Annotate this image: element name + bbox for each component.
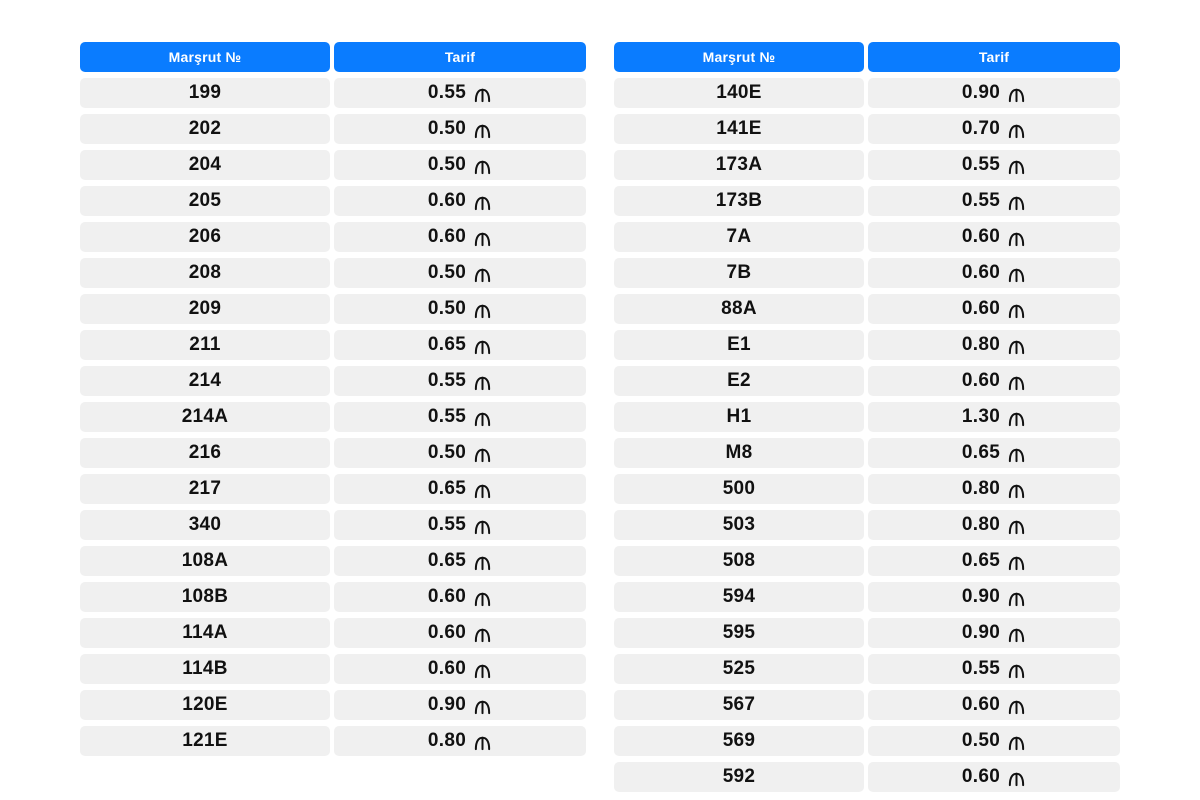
fare-amount: 0.50 <box>427 118 467 139</box>
fare-cell <box>334 294 586 324</box>
route-number-cell: 214A <box>80 402 330 432</box>
fare-value-group <box>428 226 492 248</box>
fare-value-group <box>962 514 1026 536</box>
manat-icon <box>1007 193 1026 212</box>
fare-value-group <box>428 514 492 536</box>
manat-icon <box>1007 265 1026 284</box>
table-header-row <box>614 42 1120 72</box>
fare-amount: 0.90 <box>961 622 1001 643</box>
manat-icon <box>1007 157 1026 176</box>
manat-icon <box>473 193 492 212</box>
table-row <box>80 726 586 756</box>
table-row <box>614 330 1120 360</box>
table-row <box>80 546 586 576</box>
table-row <box>614 510 1120 540</box>
table-row <box>80 618 586 648</box>
manat-icon <box>473 553 492 572</box>
route-number-cell: 108B <box>80 582 330 612</box>
manat-icon <box>1007 769 1026 788</box>
fare-amount: 0.60 <box>427 658 467 679</box>
table-row <box>80 258 586 288</box>
fare-amount: 0.60 <box>961 226 1001 247</box>
fare-cell <box>868 654 1120 684</box>
table-row <box>614 618 1120 648</box>
fare-value-group <box>962 442 1026 464</box>
fare-amount: 0.55 <box>961 154 1001 175</box>
fare-value-group <box>428 334 492 356</box>
route-number-cell: 216 <box>80 438 330 468</box>
fare-cell <box>868 186 1120 216</box>
manat-icon <box>473 229 492 248</box>
fare-cell <box>868 438 1120 468</box>
fare-cell <box>334 474 586 504</box>
fare-cell <box>868 546 1120 576</box>
column-header-route: Marşrut № <box>80 42 330 72</box>
fare-amount: 0.60 <box>961 694 1001 715</box>
left-table <box>80 42 586 792</box>
fare-cell <box>868 582 1120 612</box>
table-row <box>80 474 586 504</box>
manat-icon <box>473 445 492 464</box>
fare-amount: 0.60 <box>961 262 1001 283</box>
fare-amount: 0.50 <box>961 730 1001 751</box>
fare-cell <box>334 222 586 252</box>
fare-amount: 0.50 <box>427 154 467 175</box>
route-number-cell: 114A <box>80 618 330 648</box>
table-row <box>614 438 1120 468</box>
route-number-cell: 508 <box>614 546 864 576</box>
column-header-fare: Tarif <box>334 42 586 72</box>
manat-icon <box>473 661 492 680</box>
manat-icon <box>473 373 492 392</box>
route-number-cell: 199 <box>80 78 330 108</box>
fare-tables-container <box>80 42 1120 792</box>
fare-cell <box>334 510 586 540</box>
fare-cell <box>334 726 586 756</box>
fare-value-group <box>962 550 1026 572</box>
table-row <box>614 186 1120 216</box>
fare-cell <box>334 582 586 612</box>
fare-value-group <box>962 766 1026 788</box>
fare-value-group <box>962 370 1026 392</box>
manat-icon <box>1007 733 1026 752</box>
route-number-cell: 121E <box>80 726 330 756</box>
route-number-cell: 208 <box>80 258 330 288</box>
table-row <box>614 474 1120 504</box>
fare-cell <box>334 258 586 288</box>
fare-amount: 0.50 <box>427 262 467 283</box>
route-number-cell: 108A <box>80 546 330 576</box>
route-number-cell: 503 <box>614 510 864 540</box>
fare-value-group <box>428 658 492 680</box>
fare-cell <box>334 150 586 180</box>
route-number-cell: 120E <box>80 690 330 720</box>
table-row <box>80 366 586 396</box>
fare-value-group <box>962 694 1026 716</box>
fare-amount: 0.55 <box>427 406 467 427</box>
fare-value-group <box>962 730 1026 752</box>
table-row <box>80 114 586 144</box>
fare-amount: 0.90 <box>961 82 1001 103</box>
table-row <box>614 690 1120 720</box>
fare-cell <box>868 726 1120 756</box>
manat-icon <box>1007 85 1026 104</box>
route-number-cell: H1 <box>614 402 864 432</box>
fare-value-group <box>428 370 492 392</box>
fare-value-group <box>428 82 492 104</box>
table-row <box>614 402 1120 432</box>
fare-cell <box>868 294 1120 324</box>
route-number-cell: M8 <box>614 438 864 468</box>
fare-value-group <box>962 82 1026 104</box>
route-number-cell: 7A <box>614 222 864 252</box>
fare-amount: 0.65 <box>961 550 1001 571</box>
manat-icon <box>1007 337 1026 356</box>
fare-value-group <box>428 730 492 752</box>
fare-value-group <box>428 442 492 464</box>
manat-icon <box>473 157 492 176</box>
route-number-cell: 525 <box>614 654 864 684</box>
fare-cell <box>334 654 586 684</box>
fare-amount: 0.60 <box>961 766 1001 787</box>
table-row <box>80 510 586 540</box>
table-row <box>80 654 586 684</box>
fare-value-group <box>428 586 492 608</box>
route-number-cell: 595 <box>614 618 864 648</box>
route-number-cell: 211 <box>80 330 330 360</box>
fare-cell <box>334 330 586 360</box>
manat-icon <box>473 409 492 428</box>
fare-cell <box>868 330 1120 360</box>
manat-icon <box>1007 553 1026 572</box>
fare-amount: 0.90 <box>961 586 1001 607</box>
fare-value-group <box>962 154 1026 176</box>
fare-value-group <box>962 478 1026 500</box>
fare-cell <box>868 618 1120 648</box>
fare-amount: 0.60 <box>427 226 467 247</box>
route-number-cell: E2 <box>614 366 864 396</box>
route-number-cell: 141E <box>614 114 864 144</box>
fare-amount: 0.55 <box>427 514 467 535</box>
manat-icon <box>1007 373 1026 392</box>
fare-cell <box>868 366 1120 396</box>
fare-amount: 0.80 <box>427 730 467 751</box>
table-row <box>614 366 1120 396</box>
fare-value-group <box>962 262 1026 284</box>
fare-amount: 0.65 <box>427 550 467 571</box>
fare-cell <box>334 186 586 216</box>
fare-amount: 1.30 <box>961 406 1001 427</box>
route-number-cell: 500 <box>614 474 864 504</box>
manat-icon <box>1007 625 1026 644</box>
route-number-cell: 173B <box>614 186 864 216</box>
manat-icon <box>473 121 492 140</box>
fare-value-group <box>428 298 492 320</box>
fare-amount: 0.70 <box>961 118 1001 139</box>
fare-amount: 0.55 <box>427 82 467 103</box>
manat-icon <box>1007 481 1026 500</box>
table-row <box>80 150 586 180</box>
fare-amount: 0.80 <box>961 514 1001 535</box>
manat-icon <box>473 733 492 752</box>
fare-value-group <box>962 658 1026 680</box>
fare-cell <box>334 438 586 468</box>
route-number-cell: 592 <box>614 762 864 792</box>
table-row <box>614 654 1120 684</box>
fare-amount: 0.65 <box>961 442 1001 463</box>
fare-value-group <box>428 154 492 176</box>
fare-amount: 0.50 <box>427 298 467 319</box>
fare-value-group <box>428 190 492 212</box>
fare-amount: 0.80 <box>961 334 1001 355</box>
fare-value-group <box>962 118 1026 140</box>
fare-cell <box>868 510 1120 540</box>
table-row <box>80 690 586 720</box>
fare-cell <box>334 78 586 108</box>
manat-icon <box>1007 517 1026 536</box>
manat-icon <box>473 337 492 356</box>
route-number-cell: 594 <box>614 582 864 612</box>
fare-cell <box>868 258 1120 288</box>
column-header-route: Marşrut № <box>614 42 864 72</box>
fare-amount: 0.60 <box>961 370 1001 391</box>
table-row <box>80 582 586 612</box>
manat-icon <box>1007 661 1026 680</box>
fare-cell <box>334 366 586 396</box>
route-number-cell: 88A <box>614 294 864 324</box>
manat-icon <box>1007 589 1026 608</box>
table-row <box>80 330 586 360</box>
manat-icon <box>1007 229 1026 248</box>
fare-amount: 0.90 <box>427 694 467 715</box>
route-number-cell: 204 <box>80 150 330 180</box>
manat-icon <box>473 85 492 104</box>
route-number-cell: 205 <box>80 186 330 216</box>
fare-value-group <box>962 226 1026 248</box>
fare-value-group <box>962 334 1026 356</box>
fare-value-group <box>962 586 1026 608</box>
route-number-cell: 206 <box>80 222 330 252</box>
fare-cell <box>334 546 586 576</box>
fare-cell <box>868 150 1120 180</box>
manat-icon <box>1007 301 1026 320</box>
fare-amount: 0.80 <box>961 478 1001 499</box>
fare-value-group <box>428 622 492 644</box>
fare-cell <box>868 690 1120 720</box>
table-row <box>614 546 1120 576</box>
fare-cell <box>868 222 1120 252</box>
route-number-cell: 567 <box>614 690 864 720</box>
manat-icon <box>1007 121 1026 140</box>
fare-value-group <box>962 406 1026 428</box>
manat-icon <box>473 265 492 284</box>
manat-icon <box>473 625 492 644</box>
fare-cell <box>868 402 1120 432</box>
table-row <box>614 150 1120 180</box>
fare-value-group <box>428 118 492 140</box>
fare-amount: 0.50 <box>427 442 467 463</box>
route-number-cell: 7B <box>614 258 864 288</box>
route-number-cell: 173A <box>614 150 864 180</box>
fare-value-group <box>962 298 1026 320</box>
fare-cell <box>334 114 586 144</box>
manat-icon <box>473 301 492 320</box>
fare-value-group <box>962 622 1026 644</box>
table-row <box>80 222 586 252</box>
fare-amount: 0.55 <box>961 190 1001 211</box>
fare-amount: 0.55 <box>961 658 1001 679</box>
fare-cell <box>334 690 586 720</box>
route-number-cell: 569 <box>614 726 864 756</box>
fare-amount: 0.55 <box>427 370 467 391</box>
fare-value-group <box>428 694 492 716</box>
manat-icon <box>1007 445 1026 464</box>
route-number-cell: 202 <box>80 114 330 144</box>
table-row <box>614 222 1120 252</box>
table-row <box>80 186 586 216</box>
fare-value-group <box>428 406 492 428</box>
fare-amount: 0.60 <box>427 190 467 211</box>
fare-amount: 0.60 <box>427 586 467 607</box>
table-row <box>80 402 586 432</box>
table-row <box>614 762 1120 792</box>
table-row <box>614 78 1120 108</box>
table-row <box>614 294 1120 324</box>
manat-icon <box>473 517 492 536</box>
route-number-cell: 340 <box>80 510 330 540</box>
table-row <box>80 78 586 108</box>
fare-cell <box>334 402 586 432</box>
table-row <box>80 294 586 324</box>
fare-cell <box>868 762 1120 792</box>
manat-icon <box>1007 409 1026 428</box>
column-header-fare: Tarif <box>868 42 1120 72</box>
fare-value-group <box>962 190 1026 212</box>
table-row <box>614 258 1120 288</box>
fare-value-group <box>428 550 492 572</box>
manat-icon <box>473 697 492 716</box>
route-number-cell: 214 <box>80 366 330 396</box>
fare-value-group <box>428 478 492 500</box>
fare-amount: 0.65 <box>427 334 467 355</box>
fare-amount: 0.60 <box>427 622 467 643</box>
fare-cell <box>334 618 586 648</box>
route-number-cell: 114B <box>80 654 330 684</box>
table-row <box>614 726 1120 756</box>
manat-icon <box>1007 697 1026 716</box>
fare-cell <box>868 114 1120 144</box>
fare-cell <box>868 78 1120 108</box>
route-number-cell: 209 <box>80 294 330 324</box>
fare-amount: 0.60 <box>961 298 1001 319</box>
manat-icon <box>473 589 492 608</box>
route-number-cell: 140E <box>614 78 864 108</box>
route-number-cell: E1 <box>614 330 864 360</box>
fare-amount: 0.65 <box>427 478 467 499</box>
route-number-cell: 217 <box>80 474 330 504</box>
fare-cell <box>868 474 1120 504</box>
table-row <box>614 582 1120 612</box>
table-row <box>80 438 586 468</box>
fare-value-group <box>428 262 492 284</box>
table-row <box>614 114 1120 144</box>
manat-icon <box>473 481 492 500</box>
table-header-row <box>80 42 586 72</box>
right-table <box>614 42 1120 792</box>
